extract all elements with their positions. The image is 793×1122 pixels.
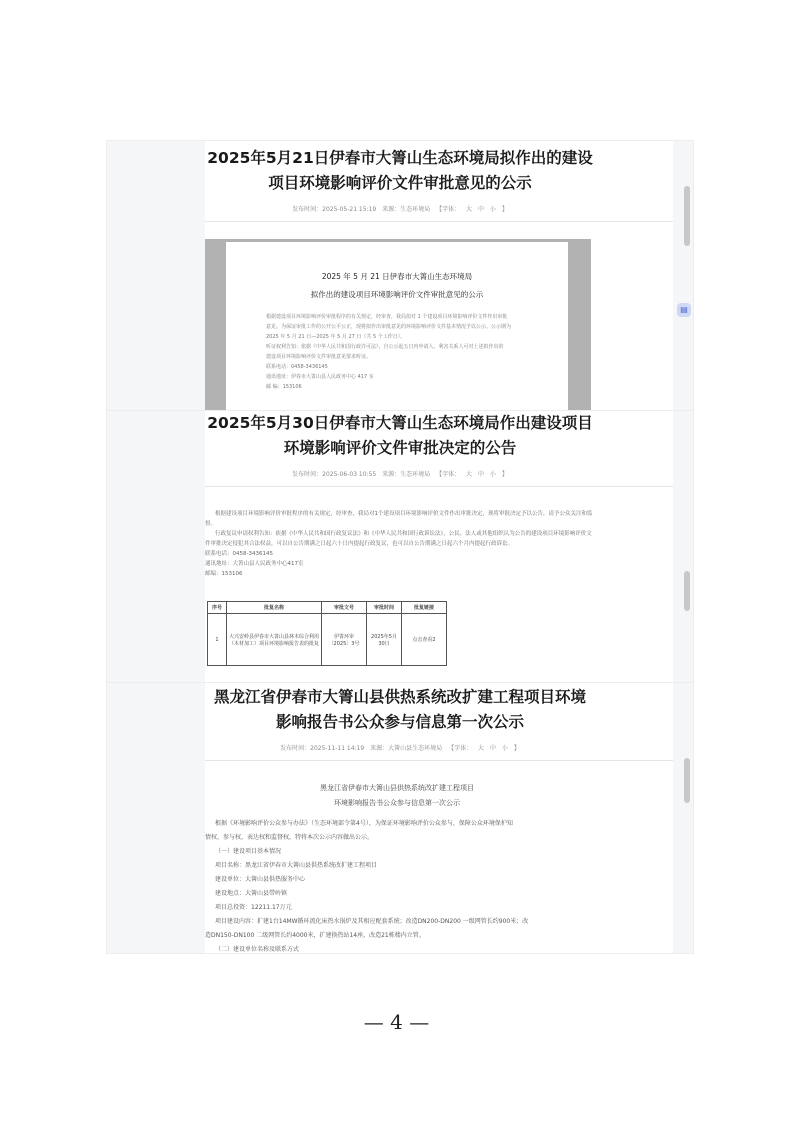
contact-postcode: 邮编：153106 xyxy=(205,571,243,577)
divider xyxy=(205,760,673,761)
doc-line: 建设项目环境影响评价文件审批意见要求听证。 xyxy=(266,354,372,360)
body-paragraph: 根据建设项目环境影响评价审批程序的有关规定，经审查，我局对1个建设项目环境影响评价文件作出审批决定，现将审批决定予以公告，请予公众关注和监督。 xyxy=(205,511,593,527)
doc-line: 2025 年 5 月 21 日—2025 年 5 月 27 日（共 5 个工作日）。 xyxy=(266,334,406,340)
notice-3-screenshot xyxy=(107,683,693,953)
notice-1-title: 2025年5月21日伊春市大箐山生态环境局拟作出的建设 项目环境影响评价文件审批意见的公示 xyxy=(207,149,593,192)
publish-time: 发布时间：2025-06-03 10:55 xyxy=(292,471,377,478)
table-cell: 大兴安岭县伊春市大箐山县林木综合利用（木材加工）项目环境影响报告表的批复 xyxy=(227,614,322,666)
source: 来源：生态环境局 xyxy=(382,471,431,478)
publish-time: 发布时间：2025-05-21 15:19 xyxy=(292,206,377,213)
font-medium-link[interactable]: 中 xyxy=(489,745,496,752)
font-large-link[interactable]: 大 xyxy=(466,206,473,213)
notice-2-title: 2025年5月30日伊春市大箐山生态环境局作出建设项目 环境影响评价文件审批决定的公告 xyxy=(207,414,593,457)
table-row xyxy=(208,614,447,666)
location: 建设地点：大箐山县带岭镇 xyxy=(215,890,288,897)
table-header: 审批时间 xyxy=(367,602,402,614)
table-header: 批复名称 xyxy=(227,602,322,614)
doc-title: 黑龙江省伊春市大箐山县供热系统改扩建工程项目 环境影响报告书公众参与信息第一次公示 xyxy=(320,784,474,807)
table-cell: 伊箐环审〔2025〕3号 xyxy=(322,614,367,666)
section-heading: （二）建设单位名称及联系方式 xyxy=(215,946,300,953)
project-name: 项目名称：黑龙江省伊春市大箐山县供热系统改扩建工程项目 xyxy=(215,862,378,869)
table-cell: 1 xyxy=(208,614,227,666)
contact-phone: 联系电话：0458-3436145 xyxy=(205,551,273,557)
notice-3-body xyxy=(205,781,589,953)
approval-table xyxy=(207,601,447,666)
investment: 项目总投资：12211.17万元 xyxy=(215,904,292,911)
floating-tool-button[interactable]: ▤ xyxy=(677,303,691,317)
doc-line: 意见。为保证审批工作的公开公平公正，现将拟作出审批意见的环境影响评价文件基本情况予以公示。公示期为 xyxy=(266,324,512,330)
divider xyxy=(205,486,673,487)
contact-address: 通讯地址：伊春市大箐山县人民政务中心 417 室 xyxy=(266,374,374,380)
font-small-link[interactable]: 小 xyxy=(489,206,496,213)
contact-address: 通讯地址：大箐山县人民政务中心417室 xyxy=(205,561,304,567)
notice-3-meta: 发布时间：2025-11-11 14:19 来源：大箐山县生态环境局 【字体： 大 中 小 】 xyxy=(280,745,520,752)
publish-time: 发布时间：2025-11-11 14:19 xyxy=(280,745,365,752)
contact-postcode: 邮 编：153106 xyxy=(266,384,302,390)
table-header: 审批文号 xyxy=(322,602,367,614)
table-header: 批复链接 xyxy=(402,602,447,614)
font-medium-link[interactable]: 中 xyxy=(477,471,484,478)
font-small-link[interactable]: 小 xyxy=(501,745,508,752)
contact-phone: 联系电话：0458-3436145 xyxy=(266,364,328,370)
table-cell: 2025年5月30日 xyxy=(367,614,402,666)
notice-3-title: 黑龙江省伊春市大箐山县供热系统改扩建工程项目环境 影响报告书公众参与信息第一次公示 xyxy=(213,688,586,731)
approval-link[interactable]: 点击查看2 xyxy=(402,614,447,666)
divider xyxy=(205,221,673,222)
font-size-label: 【字体： xyxy=(448,745,473,752)
source: 来源：大箐山县生态环境局 xyxy=(370,745,443,752)
document-image-frame xyxy=(205,239,591,411)
builder: 建设单位：大箐山县供热服务中心 xyxy=(215,876,306,883)
scrollbar[interactable] xyxy=(684,571,690,611)
notice-2-meta: 发布时间：2025-06-03 10:55 来源：生态环境局 【字体： 大 中 小 】 xyxy=(292,471,508,478)
notice-3-header xyxy=(107,683,693,761)
document-image xyxy=(226,242,568,411)
source: 来源：生态环境局 xyxy=(382,206,431,213)
notice-1-header xyxy=(107,141,693,222)
body-line: 项目建设内容：扩建1台14MW循环流化床热水锅炉及其相应配套系统；改造DN200-DN200 一级网管长约900米；改 xyxy=(215,918,529,925)
page-number: — 4 — xyxy=(363,1010,430,1034)
doc-title: 2025 年 5 月 21 日伊春市大箐山生态环境局 拟作出的建设项目环境影响评价文件审批意见的公示 xyxy=(310,272,484,299)
body-line: 情权、参与权、表达权和监督权，特将本次公示内容做出公示。 xyxy=(205,834,374,841)
doc-line: 根据建设项目环境影响评价审批程序的有关规定，经审查，我局拟对 1 个建设项目环境影响评价文件作出审批 xyxy=(266,314,508,320)
notice-1-screenshot xyxy=(107,141,693,411)
font-small-link[interactable]: 小 xyxy=(489,471,496,478)
notice-2-header xyxy=(107,411,693,487)
body-line: 造DN150-DN100 二级网管长约4000米，扩建换热站14座，改造21栋楼内立管。 xyxy=(205,932,425,939)
table-header: 序号 xyxy=(208,602,227,614)
body-line: 根据《环境影响评价公众参与办法》（生态环境部令第4号），为保证环境影响评价公众参与，保障公众环境保护知 xyxy=(215,820,513,827)
notice-1-meta: 发布时间：2025-05-21 15:19 来源：生态环境局 【字体： 大 中 小 】 xyxy=(292,206,508,213)
body-paragraph: 行政复议申请权利告知：依据《中华人民共和国行政复议法》和《中华人民共和国行政诉讼法》，公民、法人或其他组织认为公告的建设项目环境影响评价文件审批决定侵犯其合法权益，可以自公告期满之日起六十日内提起行政复议，也可以自公告期满之日起六个月内提起行政诉讼。 xyxy=(205,531,592,547)
notice-2-screenshot xyxy=(107,411,693,683)
notice-2-body xyxy=(205,509,595,579)
font-large-link[interactable]: 大 xyxy=(478,745,485,752)
font-medium-link[interactable]: 中 xyxy=(477,206,484,213)
doc-line: 听证权利告知：依据《中华人民共和国行政许可法》，自公示起五日内申请人、利害关系人可对上述拟作出的 xyxy=(266,344,504,350)
font-large-link[interactable]: 大 xyxy=(466,471,473,478)
scrollbar[interactable] xyxy=(684,758,690,803)
font-size-label: 【字体： xyxy=(436,206,461,213)
table-header-row xyxy=(208,602,447,614)
section-heading: （一）建设项目基本情况 xyxy=(215,848,282,855)
font-size-label: 【字体： xyxy=(436,471,461,478)
